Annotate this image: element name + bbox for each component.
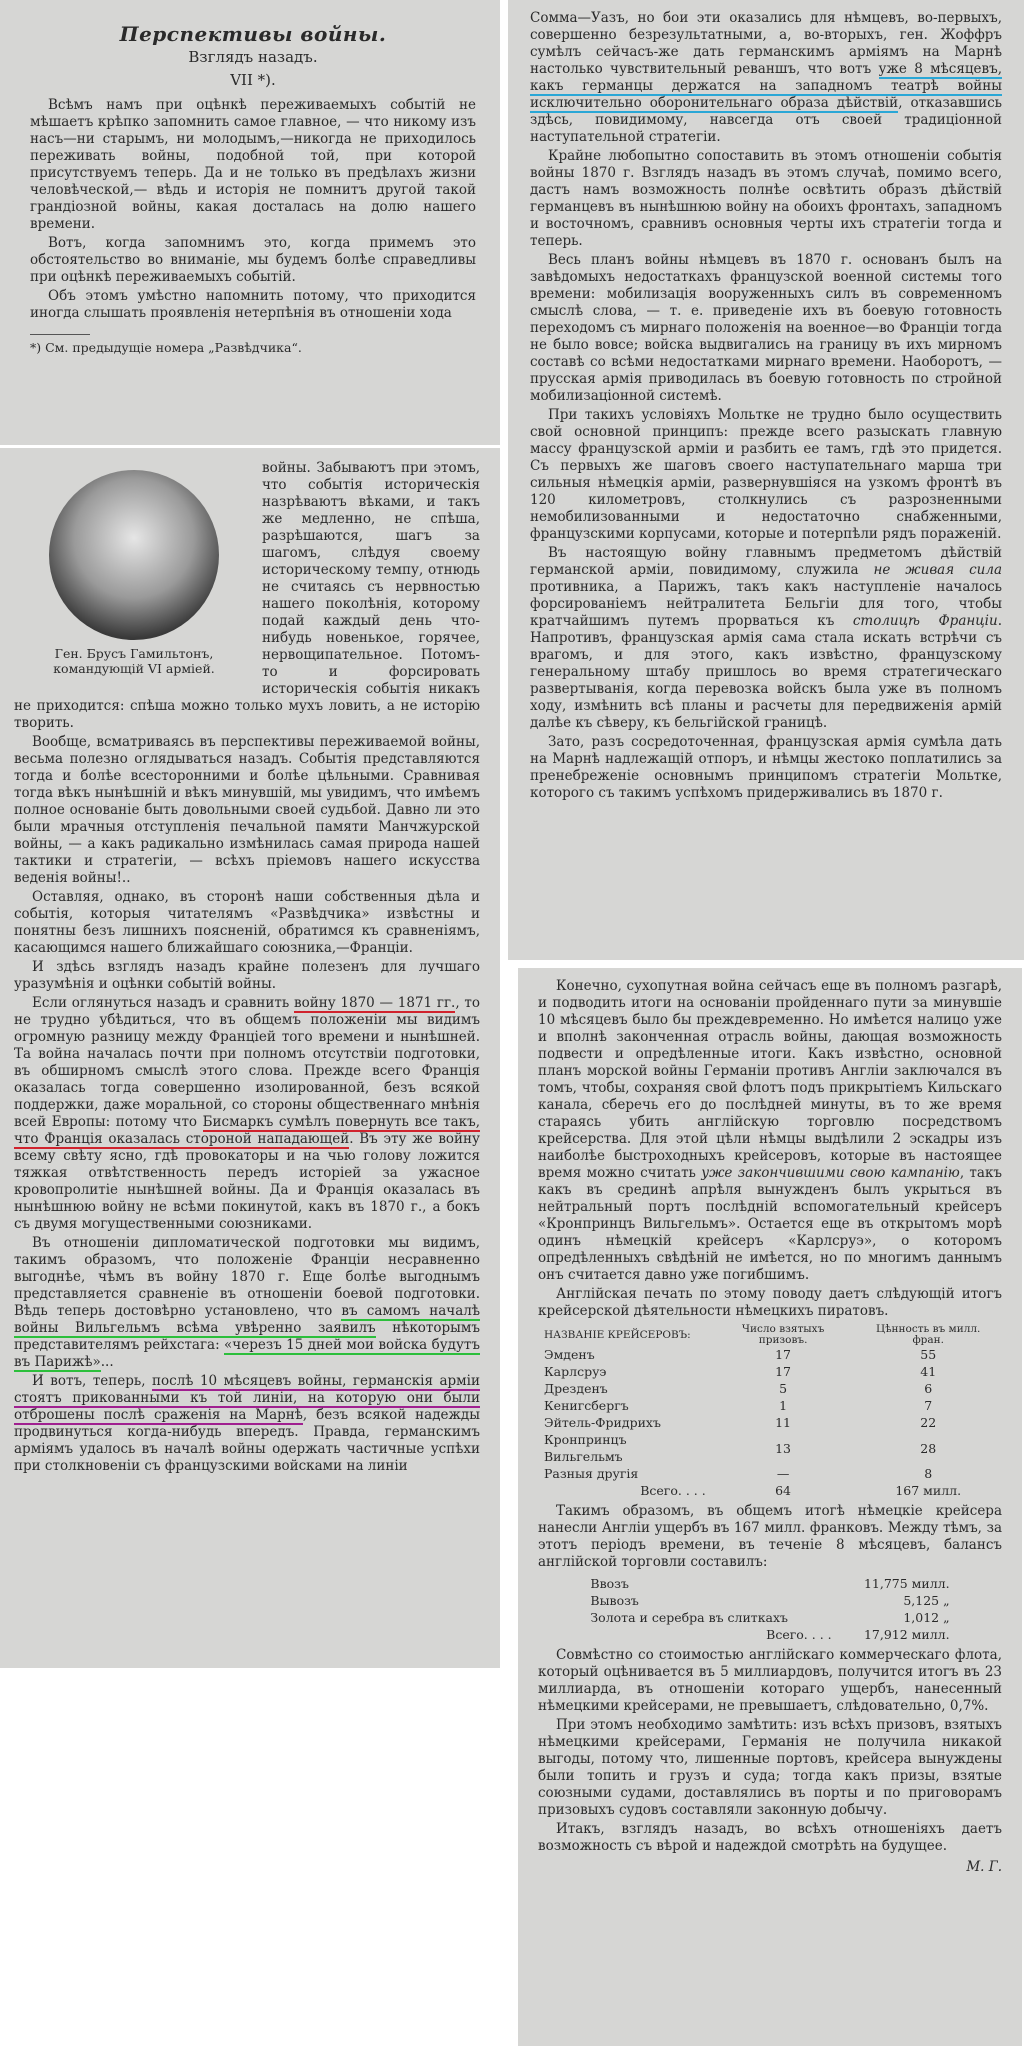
value-cell: 55: [920, 1347, 937, 1362]
underlined-text: послѣ 10 мѣсяцевъ войны, германскія арміи стоятъ прикованными къ той линіи, на которую они были отброшены послѣ сраженія на Марнѣ: [14, 1373, 480, 1423]
text-run: . Въ эту же войну всему свѣту ясно, гдѣ провокаторы и на чью голову ложится тяжкая отвѣтственность передъ исторіей за ужасное кровопролитіе нынѣшней войны. Да и Франція оказалась въ нынѣшнюю войну не всѣми покинутой, какъ въ 1870 г., а бокъ съ двумя могущественными союзниками.: [14, 1131, 480, 1232]
paragraph: [14, 1235, 480, 1371]
article-subtitle: Взглядъ назадъ.: [188, 48, 318, 66]
total-value: 17,912 милл.: [863, 1627, 950, 1642]
value-cell: 7: [924, 1398, 933, 1413]
prizes-count: 11: [775, 1415, 792, 1430]
paragraph: Объ этомъ умѣстно напомнить потому, что приходится иногда слышать проявленія нетерпѣнія въ отношеніи хода: [30, 288, 476, 321]
cruiser-name: Кронпринцъ Вильгельмъ: [544, 1432, 627, 1464]
italic-text: уже закончившими свою кампанію: [701, 1165, 960, 1181]
prizes-count: 17: [775, 1364, 792, 1379]
text-run: противника, а Парижъ, такъ какъ наступленіе началось форсированіемъ нейтралитета Бельгіи для того, чтобы кратчайшимъ путемъ прорваться къ: [530, 579, 1002, 629]
underlined-text: войну 1870 — 1871 гг.: [293, 995, 456, 1011]
paragraph: Всѣмъ намъ при оцѣнкѣ переживаемыхъ событій не мѣшаетъ крѣпко запомнить самое главное, — что никому изъ насъ—ни старымъ, ни молодымъ,—никогда не приходилось переживать войны, подобной той, при которой присутствуемъ теперь. Да и не только въ предѣлахъ жизни человѣческой,— вѣдь и исторія не помнитъ другой такой грандіозной войны, какая досталась на долю нашего времени.: [30, 97, 476, 232]
table-row: [538, 1380, 1002, 1397]
paragraph: Совмѣстно со стоимостью англійскаго коммерческаго флота, который оцѣнивается въ 5 миллиардовъ, получится итогъ въ 23 миллиарда, въ отношеніи котораго ущербъ, нанесенный нѣмецкими крейсерами, не превышаетъ, слѣдовательно, 0,7%.: [538, 1647, 1002, 1714]
prizes-count: 17: [775, 1347, 792, 1362]
footnote-text: *) См. предыдущіе номера „Развѣдчика“.: [30, 340, 302, 355]
text-run: И вотъ, теперь,: [32, 1373, 153, 1389]
underlined-text: «черезъ 15 дней мои войска будутъ въ Парижѣ»: [14, 1337, 480, 1370]
column-header: НАЗВАНІЕ КРЕЙСЕРОВЪ:: [544, 1328, 691, 1341]
value-cell: 8: [924, 1466, 933, 1481]
paragraph: [14, 995, 480, 1233]
paragraph: Крайне любопытно сопоставить въ этомъ отношеніи событія войны 1870 г. Взглядъ назадъ въ этомъ случаѣ, помимо всего, дастъ намъ возможность полнѣе освѣтить образъ дѣйствій германцевъ въ нынѣшнюю войну на обоихъ фронтахъ, западномъ и восточномъ, сравнивъ основныя черты ихъ стратегіи тогда и теперь.: [530, 148, 1002, 249]
table-row: [584, 1609, 955, 1626]
text-run: , такъ какъ въ срединѣ апрѣля вынужденъ былъ укрыться въ нейтральный портъ послѣдній вспомогательный крейсеръ «Кронпринцъ Вильгельмъ». Остается еще въ открытомъ морѣ одинъ нѣмецкій крейсеръ «Карлсруэ», о которомъ опредѣленныхъ свѣдѣній не имѣется, но по многимъ даннымъ онъ считается давно уже погибшимъ.: [538, 1165, 1002, 1283]
portrait-figure: [14, 460, 254, 676]
paragraph: [530, 545, 1002, 732]
table-row: [584, 1575, 955, 1592]
text-run: ...: [100, 1354, 114, 1370]
cruiser-name: Эйтель-Фридрихъ: [544, 1415, 661, 1430]
italic-text: не живая сила: [873, 562, 1002, 578]
prizes-count: 13: [775, 1440, 792, 1456]
paragraph: Англійская печать по этому поводу даетъ слѣдующій итогъ крейсерской дѣятельности нѣмецкихъ пиратовъ.: [538, 1286, 1002, 1319]
footnote: [30, 330, 476, 356]
text-run: , отказавшись здѣсь, повидимому, навсегда отъ своей традиціонной наступательной стратегіи.: [530, 95, 1002, 145]
article-clip-left: [0, 448, 500, 1668]
text-run: Сомма—Уазъ, но бои эти оказались для нѣмцевъ, во-первыхъ, совершенно безрезультатными, а, во-вторыхъ, ген. Жоффръ сумѣлъ сейчасъ-же дать германскимъ арміямъ на Марнѣ настолько чувствительный реваншъ, что вотъ: [530, 10, 1002, 77]
table-row: [538, 1414, 1002, 1431]
paragraph: Зато, разъ сосредоточенная, французская армія сумѣла дать на Марнѣ надлежащій отпоръ, и нѣмцы жестоко поплатились за пренебреженіе основнымъ принципомъ стратегіи Мольтке, которого съ такимъ успѣхомъ придерживались въ 1870 г.: [530, 734, 1002, 801]
table-row: [584, 1592, 955, 1609]
text-run: нѣкоторымъ представителямъ рейхстага:: [14, 1320, 480, 1353]
portrait-caption: Ген. Брусъ Гамильтонъ, командующій VI арміей.: [53, 646, 215, 676]
paragraph: [14, 1373, 480, 1475]
paragraph: Оставляя, однако, въ сторонѣ наши собственныя дѣла и событія, которыя читателямъ «Развѣдчика» извѣстны и понятны безъ лишнихъ поясненій, обратимся къ сравненіямъ, касающимся нашего ближайшаго союзника,—Франціи.: [14, 889, 480, 956]
paragraph: Весь планъ войны нѣмцевъ въ 1870 г. основанъ былъ на завѣдомыхъ недостаткахъ французской военной системы того времени: мобилизація вооруженныхъ силъ въ современномъ смыслѣ слова, — т. е. приведеніе ихъ въ боевую готовность переходомъ съ мирнаго положенія на военное—во Франціи тогда не было вовсе; войска выдвигались на границу въ ихъ мирномъ составѣ со всѣми недостатками мирнаго времени. Наоборотъ, — прусская армія приводилась въ боевую готовность по стройной мобилизаціонной системѣ.: [530, 252, 1002, 404]
text-run: Если оглянуться назадъ и сравнить: [32, 995, 294, 1011]
portrait-image: [49, 470, 219, 640]
text-run: Въ настоящую войну главнымъ предметомъ дѣйствій германской арміи, повидимому, служила: [530, 545, 1002, 578]
text-run: Конечно, сухопутная война сейчасъ еще въ полномъ разгарѣ, и подводить итоги на основаніи пройденнаго пути за минувшіе 10 мѣсяцевъ было бы преждевременно. Но имѣется налицо уже и вполнѣ законченная отрасль войны, дающая возможность подвести и опредѣленные итоги. Какъ извѣстно, основной планъ морской войны Германіи противъ Англіи заключался въ томъ, чтобы, сохраняя свой флотъ подъ прикрытіемъ Кильскаго канала, сберечь его до послѣдней минуты, въ то же время стараясь убить англійскую торговлю посредствомъ крейсерства. Для этой цѣли нѣмцы выдѣлили 2 эскадры изъ наиболѣе быстроходныхъ крейсеровъ, которые въ настоящее время можно считать: [538, 978, 1002, 1181]
paragraph: И здѣсь взглядъ назадъ крайне полезенъ для лучшаго уразумѣнія и оцѣнки событій войны.: [14, 959, 480, 992]
column-header: Число взятыхъ призовъ.: [741, 1323, 825, 1346]
total-count: 64: [775, 1483, 792, 1498]
table-row: [538, 1363, 1002, 1380]
paragraph: Итакъ, взглядъ назадъ, во всѣхъ отношеніяхъ даетъ возможность съ вѣрой и надеждой смотрѣть на будущее.: [538, 1821, 1002, 1854]
article-clip-top-right: [508, 0, 1024, 960]
trade-item: Ввозъ: [590, 1576, 629, 1591]
prizes-count: 5: [779, 1381, 788, 1396]
total-label: Всего. . . .: [640, 1483, 706, 1498]
cruisers-table: [538, 1324, 1002, 1499]
total-value: 167 милл.: [895, 1483, 962, 1498]
trade-item: Вывозъ: [590, 1593, 639, 1608]
cruiser-name: Карлсруэ: [544, 1364, 607, 1379]
value-cell: 22: [920, 1415, 937, 1430]
column-header: Цѣнность въ милл. фран.: [876, 1323, 981, 1346]
article-part-number: VII *).: [230, 71, 276, 89]
cruiser-name: Эмденъ: [544, 1347, 595, 1362]
trade-value: 1,012 „: [903, 1610, 950, 1625]
table-row: [538, 1431, 1002, 1465]
paragraph: Вотъ, когда запомнимъ это, когда примемъ это обстоятельство во вниманіе, мы будемъ болѣе справедливы при оцѣнкѣ переживаемыхъ событій.: [30, 235, 476, 285]
table-row: [538, 1397, 1002, 1414]
cruiser-name: Кенигсбергъ: [544, 1398, 629, 1413]
trade-balance-table: [584, 1575, 955, 1643]
paragraph: [538, 978, 1002, 1284]
article-clip-bottom-right: [518, 968, 1022, 2046]
paragraph: Вообще, всматриваясь въ перспективы переживаемой войны, весьма полезно оглядываться назадъ. Событія представляются тогда и болѣе всесторонними и болѣе цѣльными. Сравнивая тогда вѣкъ нынѣшній и вѣкъ минувшій, мы увидимъ, что имѣемъ полное основаніе быть довольными своей судьбой. Давно ли это были мрачныя отступленія печальной памяти Манчжурской войны, — а какъ радикально измѣнилась самая природа нашей тактики и стратегіи, — всѣхъ пріемовъ нашего искусства веденія войны!..: [14, 734, 480, 886]
prizes-count: —: [776, 1466, 790, 1481]
table-total-row: [584, 1626, 955, 1643]
underlined-text: уже 8 мѣсяцевъ, какъ германцы держатся на западномъ театрѣ войны исключительно оборонительнаго образа дѣйствій: [530, 61, 1002, 111]
value-cell: 41: [920, 1364, 937, 1379]
prizes-count: 1: [779, 1398, 788, 1413]
trade-item: Золота и серебра въ слиткахъ: [590, 1610, 788, 1625]
value-cell: 6: [924, 1381, 933, 1396]
cruiser-name: Разныя другія: [544, 1466, 639, 1481]
text-run: . Напротивъ, французская армія сама стала искать встрѣчи съ врагомъ, и для этого, какъ извѣстно, французскому генеральному штабу пришлось во время стратегическаго развертыванія, когда перевозка войскъ была уже въ полномъ ходу, измѣнить всѣ планы и расчеты для передвиженія армій далѣе къ сѣверу, къ бельгійской границѣ.: [530, 613, 1002, 731]
paragraph: При этомъ необходимо замѣтить: изъ всѣхъ призовъ, взятыхъ нѣмецкими крейсерами, Германія не получила никакой выгоды, потому что, лишенные портовъ, крейсера вынуждены были топить и грузъ и суда; тогда какъ призы, взятые союзными судами, доставлялись въ порты и по приговорамъ призовыхъ судовъ составляли законную добычу.: [538, 1717, 1002, 1818]
footnote-rule: [30, 334, 90, 335]
paragraph: войны. Забываютъ при этомъ, что событія историческія назрѣваютъ вѣками, и такъ же медленно, не спѣша, разрѣшаются, шагъ за шагомъ, слѣдуя своему историческому темпу, отнюдь не считаясь съ нервностью нашего поколѣнія, которому подай каждый день что-нибудь новенькое, горячее, нервощипательное. Потомъ-то и форсировать историческія событія никакъ не приходится: спѣша можно только мухъ ловить, а не исторію творить.: [14, 460, 480, 731]
italic-text: столицѣ Франціи: [852, 613, 998, 629]
value-cell: 28: [920, 1440, 937, 1456]
underlined-text: въ самомъ началѣ войны Вильгельмъ всѣма увѣренно заявилъ: [14, 1303, 480, 1336]
table-row: [538, 1465, 1002, 1482]
article-clip-top-left: [0, 0, 500, 445]
underlined-text: Бисмаркъ сумѣлъ повернуть все такъ, что Франція оказалась стороной нападающей: [14, 1114, 481, 1147]
table-row: [538, 1346, 1002, 1363]
text-run: Въ отношеніи дипломатической подготовки мы видимъ, такимъ образомъ, что положеніе Франціи несравненно выгоднѣе, чѣмъ въ войну 1870 г. Еще болѣе выгоднымъ представляется сравненіе въ отношеніи боевой подготовки. Вѣдь теперь достовѣрно установлено, что: [14, 1235, 480, 1319]
table-header-row: [538, 1324, 1002, 1346]
trade-value: 11,775 милл.: [863, 1576, 950, 1591]
paragraph: Такимъ образомъ, въ общемъ итогѣ нѣмецкіе крейсера нанесли Англіи ущербъ въ 167 милл. франковъ. Между тѣмъ, за этотъ періодъ времени, въ теченіе 8 мѣсяцевъ, балансъ англійской торговли составилъ:: [538, 1503, 1002, 1570]
text-run: , безъ всякой надежды продвинуться когда-нибудь впередъ. Правда, германскимъ арміямъ удалось въ началѣ войны одержать частичные успѣхи при столкновеніи съ французскими войсками на линіи: [14, 1407, 480, 1474]
paragraph: При такихъ условіяхъ Мольтке не трудно было осуществить свой основной принципъ: прежде всего разыскать главную массу французской арміи и разбить ее тамъ, гдѣ это придется. Съ первыхъ же шаговъ своего наступательнаго марша три сильныя нѣмецкія арміи, развернувшіяся на узкомъ фронтѣ въ 120 километровъ, столкнулись съ разрозненными немобилизованными и недостаточно снабженными, французскими корпусами, которые и потерпѣли рядъ пораженій.: [530, 407, 1002, 542]
article-title: Перспективы войны.: [119, 22, 387, 46]
table-total-row: [538, 1482, 1002, 1499]
text-run: , то не трудно убѣдиться, что въ общемъ положеніи мы видимъ огромную разницу между Франціей того времени и нынѣшней. Та война началась почти при полномъ отсутствіи подготовки, въ обширномъ смыслѣ этого слова. Прежде всего Франція оказалась тогда совершенно изолированной, безъ всякой поддержки, даже моральной, со стороны общественнаго мнѣнія всей Европы: потому что: [14, 995, 480, 1130]
trade-value: 5,125 „: [903, 1593, 950, 1608]
total-label: Всего. . . .: [766, 1627, 832, 1642]
cruiser-name: Дрезденъ: [544, 1381, 608, 1396]
paragraph: [530, 10, 1002, 146]
author-signature: М. Г.: [966, 1859, 1002, 1875]
